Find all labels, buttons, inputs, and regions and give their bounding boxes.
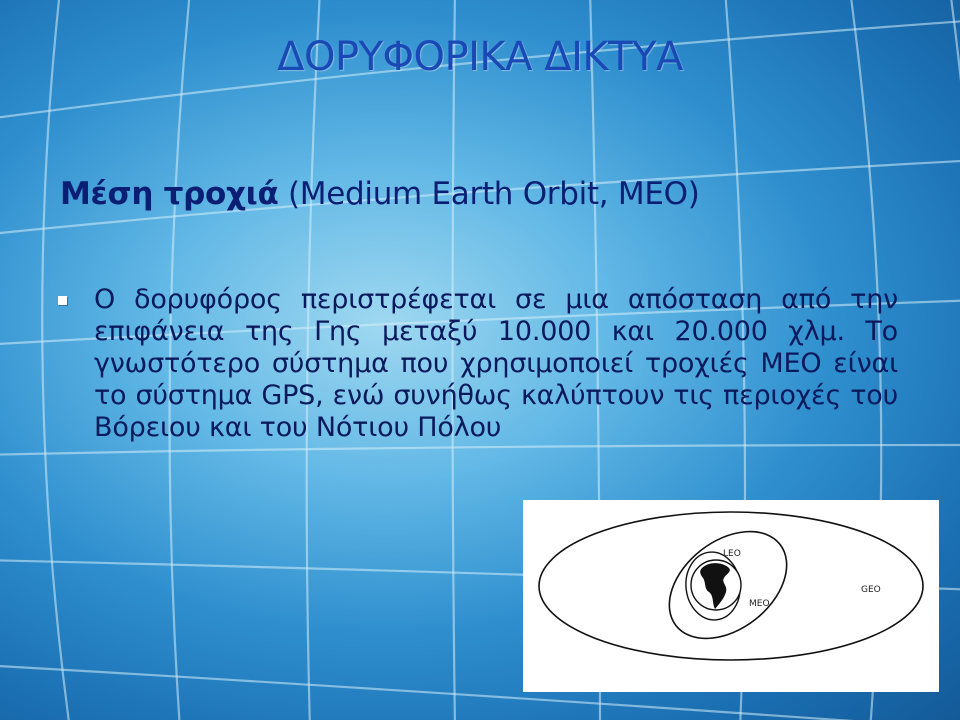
meo-label: MEO	[749, 599, 770, 609]
slide-title: ΔΟΡΥΦΟΡΙΚΑ ΔΙΚΤΥΑ	[277, 34, 683, 80]
leo-label: LEO	[723, 549, 741, 559]
subtitle-bold: Μέση τροχιά	[60, 176, 279, 212]
square-bullet-icon	[58, 296, 67, 305]
bullet-item	[58, 284, 898, 444]
slide-subtitle	[60, 176, 700, 212]
bullet-text: Ο δορυφόρος περιστρέφεται σε μια απόσταση από την επιφάνεια της Γης μεταξύ 10.000 και 20.000 χλμ. Το γνωστότερο σύστημα που χρησιμοποιεί τροχιές MEO είναι το σύστημα GPS, ενώ συνήθως καλύπτουν τις περιοχές του Βόρειου και του Νότιου Πόλου	[94, 284, 898, 443]
subtitle-rest: (Medium Earth Orbit, MEO)	[278, 176, 700, 212]
geo-label: GEO	[861, 585, 881, 595]
orbit-diagram	[523, 500, 939, 692]
